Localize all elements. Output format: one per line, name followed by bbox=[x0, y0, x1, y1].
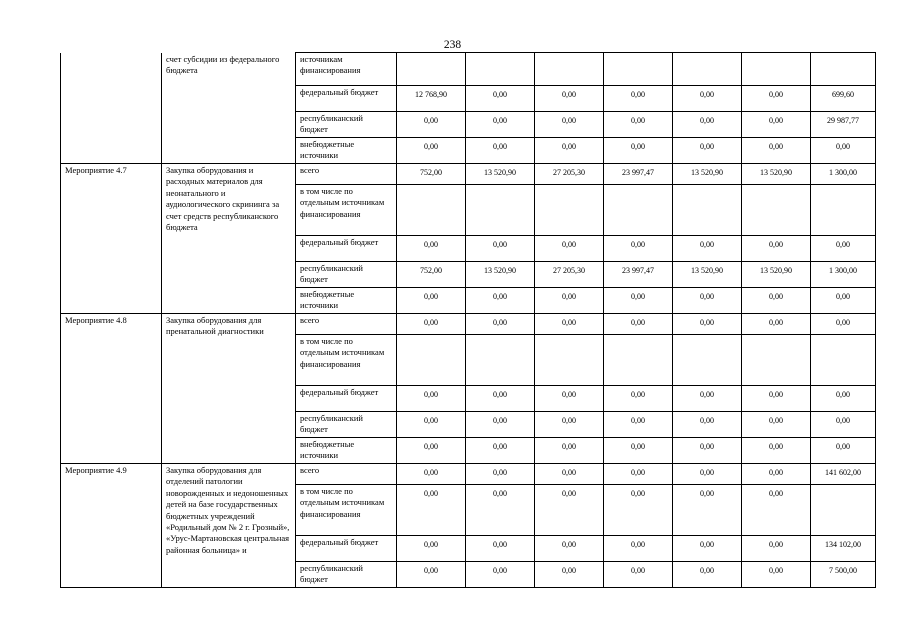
value-cell: 0,00 bbox=[535, 314, 604, 335]
value-cell: 141 602,00 bbox=[811, 464, 876, 485]
value-cell: 1 300,00 bbox=[811, 262, 876, 288]
value-cell: 0,00 bbox=[604, 562, 673, 588]
continued-activity-code bbox=[61, 53, 162, 164]
source-label: всего bbox=[296, 464, 397, 485]
page-number: 238 bbox=[443, 39, 462, 51]
value-cell bbox=[466, 335, 535, 386]
activity-7-title: Закупка оборудования и расходных материалов для неонатального и аудиологического скрининга за счет средств республиканского бюджета bbox=[162, 164, 296, 314]
value-cell: 0,00 bbox=[742, 485, 811, 536]
value-cell: 27 205,30 bbox=[535, 262, 604, 288]
value-cell: 0,00 bbox=[811, 314, 876, 335]
value-cell bbox=[604, 185, 673, 236]
value-cell: 0,00 bbox=[535, 485, 604, 536]
value-cell bbox=[466, 185, 535, 236]
activity-9-code: Мероприятие 4.9 bbox=[61, 464, 162, 588]
value-cell: 752,00 bbox=[397, 262, 466, 288]
source-label: республиканский бюджет bbox=[296, 112, 397, 138]
value-cell: 0,00 bbox=[742, 438, 811, 464]
value-cell: 0,00 bbox=[466, 536, 535, 562]
value-cell: 0,00 bbox=[397, 138, 466, 164]
value-cell: 0,00 bbox=[604, 236, 673, 262]
value-cell: 0,00 bbox=[742, 386, 811, 412]
value-cell bbox=[535, 185, 604, 236]
source-label: республиканский бюджет bbox=[296, 412, 397, 438]
source-label: федеральный бюджет bbox=[296, 386, 397, 412]
table-row bbox=[61, 53, 876, 86]
value-cell bbox=[535, 53, 604, 86]
value-cell: 0,00 bbox=[604, 386, 673, 412]
source-label: республиканский бюджет bbox=[296, 262, 397, 288]
value-cell: 0,00 bbox=[673, 138, 742, 164]
budget-table bbox=[60, 52, 876, 588]
source-label: федеральный бюджет bbox=[296, 236, 397, 262]
value-cell: 0,00 bbox=[604, 536, 673, 562]
value-cell: 0,00 bbox=[604, 288, 673, 314]
value-cell: 0,00 bbox=[466, 288, 535, 314]
value-cell bbox=[742, 185, 811, 236]
table-row bbox=[61, 164, 876, 185]
value-cell: 0,00 bbox=[397, 536, 466, 562]
value-cell: 0,00 bbox=[742, 138, 811, 164]
value-cell: 0,00 bbox=[811, 288, 876, 314]
value-cell: 0,00 bbox=[466, 112, 535, 138]
value-cell: 27 205,30 bbox=[535, 164, 604, 185]
value-cell: 0,00 bbox=[535, 112, 604, 138]
value-cell: 0,00 bbox=[535, 138, 604, 164]
value-cell bbox=[535, 335, 604, 386]
value-cell: 13 520,90 bbox=[673, 164, 742, 185]
value-cell: 0,00 bbox=[604, 86, 673, 112]
value-cell: 7 500,00 bbox=[811, 562, 876, 588]
value-cell: 13 520,90 bbox=[466, 262, 535, 288]
value-cell: 0,00 bbox=[811, 138, 876, 164]
value-cell bbox=[673, 185, 742, 236]
table-row bbox=[61, 464, 876, 485]
value-cell: 0,00 bbox=[742, 536, 811, 562]
value-cell: 0,00 bbox=[673, 236, 742, 262]
table-row bbox=[61, 314, 876, 335]
value-cell: 0,00 bbox=[397, 288, 466, 314]
value-cell: 0,00 bbox=[604, 412, 673, 438]
source-label: республиканский бюджет bbox=[296, 562, 397, 588]
value-cell: 0,00 bbox=[604, 464, 673, 485]
value-cell: 0,00 bbox=[811, 236, 876, 262]
value-cell: 1 300,00 bbox=[811, 164, 876, 185]
value-cell: 0,00 bbox=[535, 236, 604, 262]
value-cell: 0,00 bbox=[673, 438, 742, 464]
value-cell bbox=[604, 53, 673, 86]
value-cell: 0,00 bbox=[604, 485, 673, 536]
value-cell: 0,00 bbox=[673, 86, 742, 112]
value-cell: 0,00 bbox=[466, 438, 535, 464]
value-cell bbox=[811, 485, 876, 536]
value-cell bbox=[742, 53, 811, 86]
value-cell: 0,00 bbox=[673, 485, 742, 536]
activity-8-title: Закупка оборудования для пренатальной диагностики bbox=[162, 314, 296, 464]
value-cell: 0,00 bbox=[604, 138, 673, 164]
value-cell: 0,00 bbox=[742, 288, 811, 314]
value-cell: 0,00 bbox=[466, 138, 535, 164]
value-cell bbox=[604, 335, 673, 386]
value-cell: 0,00 bbox=[673, 412, 742, 438]
source-label: внебюджетные источники bbox=[296, 138, 397, 164]
value-cell: 0,00 bbox=[466, 386, 535, 412]
value-cell: 23 997,47 bbox=[604, 262, 673, 288]
value-cell: 0,00 bbox=[397, 236, 466, 262]
value-cell: 0,00 bbox=[742, 112, 811, 138]
value-cell: 752,00 bbox=[397, 164, 466, 185]
value-cell: 0,00 bbox=[535, 438, 604, 464]
value-cell: 0,00 bbox=[742, 314, 811, 335]
source-label: источникам финансирования bbox=[296, 53, 397, 86]
value-cell: 0,00 bbox=[397, 386, 466, 412]
value-cell: 0,00 bbox=[466, 464, 535, 485]
value-cell: 0,00 bbox=[535, 412, 604, 438]
source-label: внебюджетные источники bbox=[296, 438, 397, 464]
value-cell: 0,00 bbox=[742, 86, 811, 112]
value-cell: 13 520,90 bbox=[742, 164, 811, 185]
source-label: всего bbox=[296, 164, 397, 185]
value-cell: 0,00 bbox=[397, 464, 466, 485]
value-cell: 0,00 bbox=[673, 288, 742, 314]
value-cell bbox=[397, 53, 466, 86]
value-cell: 0,00 bbox=[742, 236, 811, 262]
value-cell: 0,00 bbox=[535, 288, 604, 314]
source-label: внебюджетные источники bbox=[296, 288, 397, 314]
value-cell: 0,00 bbox=[742, 412, 811, 438]
value-cell: 0,00 bbox=[397, 485, 466, 536]
source-label: в том числе по отдельным источникам финансирования bbox=[296, 335, 397, 386]
value-cell: 0,00 bbox=[535, 386, 604, 412]
value-cell: 13 520,90 bbox=[466, 164, 535, 185]
value-cell: 0,00 bbox=[673, 112, 742, 138]
value-cell: 0,00 bbox=[673, 562, 742, 588]
value-cell: 0,00 bbox=[535, 464, 604, 485]
source-label: в том числе по отдельным источникам финансирования bbox=[296, 485, 397, 536]
value-cell: 0,00 bbox=[397, 314, 466, 335]
value-cell: 0,00 bbox=[535, 86, 604, 112]
value-cell: 134 102,00 bbox=[811, 536, 876, 562]
value-cell: 0,00 bbox=[673, 386, 742, 412]
value-cell: 0,00 bbox=[673, 536, 742, 562]
value-cell: 0,00 bbox=[811, 438, 876, 464]
value-cell bbox=[811, 53, 876, 86]
continued-activity-title: счет субсидии из федерального бюджета bbox=[162, 53, 296, 164]
activity-7-code: Мероприятие 4.7 bbox=[61, 164, 162, 314]
value-cell: 0,00 bbox=[535, 562, 604, 588]
activity-8-code: Мероприятие 4.8 bbox=[61, 314, 162, 464]
value-cell: 0,00 bbox=[604, 438, 673, 464]
value-cell: 0,00 bbox=[466, 412, 535, 438]
value-cell: 0,00 bbox=[604, 112, 673, 138]
value-cell: 13 520,90 bbox=[673, 262, 742, 288]
value-cell: 0,00 bbox=[811, 386, 876, 412]
value-cell: 0,00 bbox=[397, 412, 466, 438]
value-cell: 0,00 bbox=[466, 314, 535, 335]
value-cell: 0,00 bbox=[742, 562, 811, 588]
value-cell: 0,00 bbox=[604, 314, 673, 335]
value-cell bbox=[397, 335, 466, 386]
value-cell: 699,60 bbox=[811, 86, 876, 112]
value-cell: 0,00 bbox=[397, 438, 466, 464]
value-cell bbox=[673, 53, 742, 86]
value-cell: 0,00 bbox=[673, 314, 742, 335]
activity-9-title: Закупка оборудования для отделений патологии новорожденных и недоношенных детей на базе государственных бюджетных учреждений «Родильный дом № 2 г. Грозный», «Урус-Мартановская центральная районная больница» и bbox=[162, 464, 296, 588]
source-label: федеральный бюджет bbox=[296, 86, 397, 112]
value-cell: 0,00 bbox=[811, 412, 876, 438]
value-cell: 0,00 bbox=[742, 464, 811, 485]
value-cell bbox=[397, 185, 466, 236]
value-cell bbox=[811, 335, 876, 386]
value-cell: 0,00 bbox=[397, 562, 466, 588]
value-cell bbox=[742, 335, 811, 386]
source-label: в том числе по отдельным источникам финансирования bbox=[296, 185, 397, 236]
value-cell: 29 987,77 bbox=[811, 112, 876, 138]
value-cell: 0,00 bbox=[673, 464, 742, 485]
value-cell: 12 768,90 bbox=[397, 86, 466, 112]
value-cell: 0,00 bbox=[466, 485, 535, 536]
value-cell: 0,00 bbox=[466, 562, 535, 588]
source-label: федеральный бюджет bbox=[296, 536, 397, 562]
value-cell bbox=[673, 335, 742, 386]
value-cell: 13 520,90 bbox=[742, 262, 811, 288]
value-cell: 0,00 bbox=[397, 112, 466, 138]
value-cell: 0,00 bbox=[466, 86, 535, 112]
value-cell bbox=[811, 185, 876, 236]
source-label: всего bbox=[296, 314, 397, 335]
value-cell bbox=[466, 53, 535, 86]
value-cell: 23 997,47 bbox=[604, 164, 673, 185]
value-cell: 0,00 bbox=[466, 236, 535, 262]
value-cell: 0,00 bbox=[535, 536, 604, 562]
